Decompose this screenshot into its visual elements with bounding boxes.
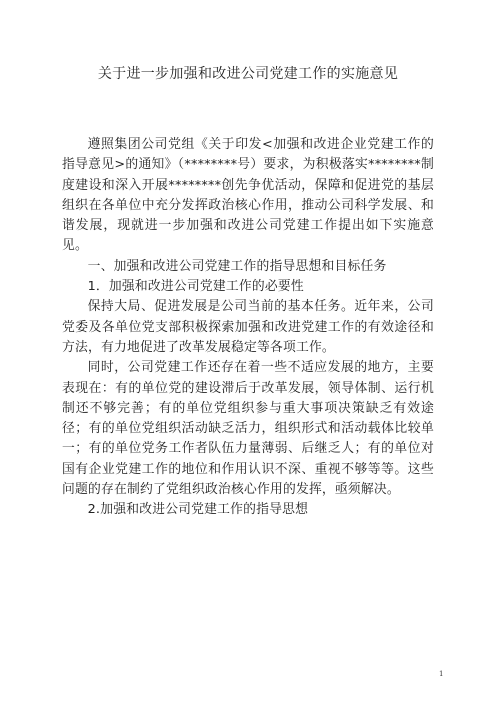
section-heading-1: 一、加强和改进公司党建工作的指导思想和目标任务 bbox=[87, 258, 387, 274]
page-number: 1 bbox=[439, 670, 444, 678]
paragraph-intro: 遵照集团公司党组《关于印发<加强和改进企业党建工作的指导意见>的通知》（********号）要求，为积极落实********制度建设和深入开展********创先争优活动，保障和促进党的基层组织在各单位中充分发挥政治核心作用，推动公司科学发展、和谐发展，现就进一步加强和改进公司党建工作提出如下实施意见。 bbox=[62, 137, 434, 254]
subsection-heading-1-2: 2.加强和改进公司党建工作的指导思想 bbox=[87, 502, 309, 518]
paragraph-problems: 同时，公司党建工作还存在着一些不适应发展的地方，主要表现在：有的单位党的建设滞后于改革发展，领导体制、运行机制还不够完善；有的单位党组织参与重大事项决策缺乏有效途径；有的单位党组织活动缺乏活力，组织形式和活动载体比较单一；有的单位党务工作者队伍力量薄弱、后继乏人；有的单位对国有企业党建工作的地位和作用认识不深、重视不够等等。这些问题的存在制约了党组织政治核心作用的发挥，亟须解决。 bbox=[62, 360, 434, 498]
subsection-heading-1-1: 1．加强和改进公司党建工作的必要性 bbox=[87, 279, 304, 295]
paragraph-necessity: 保持大局、促进发展是公司当前的基本任务。近年来，公司党委及各单位党支部积极探索加强和改进党建工作的有效途径和方法，有力地促进了改革发展稳定等各项工作。 bbox=[62, 299, 434, 355]
document-body bbox=[62, 135, 434, 521]
document-title: 关于进一步加强和改进公司党建工作的实施意见 bbox=[97, 66, 399, 82]
